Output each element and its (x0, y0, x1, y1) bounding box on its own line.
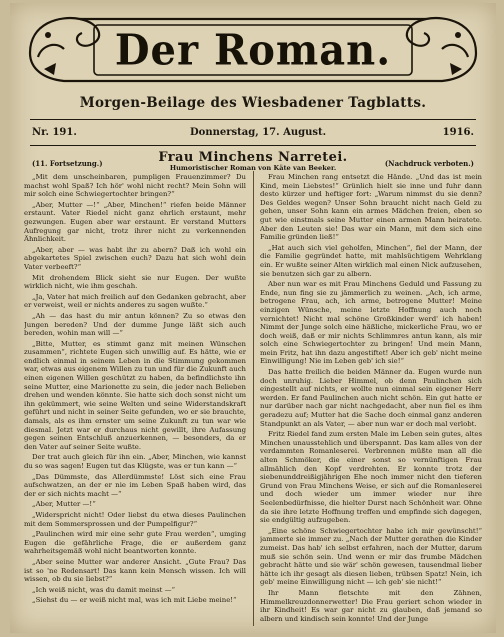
text-column-left (24, 173, 246, 631)
paragraph: Aber nun war es mit Frau Minchens Geduld und Fassung zu Ende, nun fing sie zu jämmerlich zu weinen. „Ach, ich arme, betrogene Frau, ach, ich arme, betrogene Mutter! Meine einzigen Wünsche, meine letzte Hoffnung auch noch vernichtet! Nicht mal schöne Großkinder werd' ich haben! Nimmt der Junge solch eine häßliche, mickerliche Frau, wo er doch weiß, daß er mir nichts Schlimmres antun kann, als mir solch eine Schwiegertochter zu bringen! Und mein Mann, mein Fritz, hat ihn dazu angestiftet! Aber ich geb' nicht meine Einwilligung! Nie im Leben geb' ich sie!“ (260, 280, 482, 366)
paragraph: „Bitte, Mutter, es stimmt ganz mit meinen Wünschen zusammen“, richtete Eugen sich unwillig auf. Es hätte, wie er endlich einmal in seinem Leben in die Stimmung gekommen war, etwas aus eigenem Willen zu tun und für die Zukunft auch einen eigenen Willen geschützt zu haben, da befindlichste ihn seine Mutter, eine Marionette zu sein, die jeder nach Belieben drehen und wenden könnte. Sie hatte sich doch sonst nicht um ihn gekümmert, wie seine Welten und seine Widerstandskraft geführt und nicht in seiner Seite gefunden, wo er sie brauchte, damals, als es ihm ernster um seine Zukunft zu tun war wie diesmal. Jetzt war er durchaus nicht gewillt, ihre Aufassung gegen seinen Entschluß anzuerkennen, — besonders, da er den Vater auf seiner Seite wußte. (24, 339, 246, 451)
paragraph: „Paulinchen wird mir eine sehr gute Frau werden“, umging Eugen die gefährliche Frage, die er außerdem ganz wahrheitsgemäß wohl nicht beantworten konnte. (24, 530, 246, 556)
paragraph: Ihr Mann fletschte mit den Zähnen, Himmelkreuzdonnerwetter! Die Frau geriert schon wieder in ihr Kindheit! Es war gar nicht zu glauben, daß jemand so albern und kindisch sein konnte! Und der Junge (260, 588, 482, 623)
paragraph: Frau Minchen rang entsetzt die Hände. „Und das ist mein Kind, mein Liebstes!“ Grünlich hielt sie inne und fuhr dann desto kürzer und heftiger fort: „Warum nimmst du sie denn? Des Geldes wegen? Unser Sohn braucht nicht nach Geld zu gehen, unser Sohn kann ein armes Mädchen freien, eben so gut wie einstmals seine Mutter einen armen Mann heiratete. Aber den Leuten sie! Das war ein Mann, mit dem sich eine Familie gründen ließ!“ (260, 173, 482, 242)
paragraph: „Das Dümmste, das Allerdümmste! Löst sich eine Frau aufschwatzen, an der er nie im Leben Spaß haben wird, das der er sich nichts macht —“ (24, 472, 246, 498)
masthead (20, 9, 486, 91)
issue-bar (32, 127, 474, 143)
paragraph: Das hatte freilich die beiden Männer da. Eugen wurde nun doch unruhig. Lieber Himmel, ob denn Paulinchen sich eingestellt auf nichts, er wollte nun einmal sein eigener Herr werden. Er fand Paulinchen auch nicht schön. Ein gut hatte er nur darüber nach gar nicht nachgedacht, aber nun fiel es ihm geradezu auf; Mutter hat die Sache doch einmal ganz anderen Standpunkt an als Vater, — aber nun war er doch mal verlobt. (260, 368, 482, 428)
paragraph: „Ah — das hast du mir antun können? Zu so etwas den Jungen bereden? Und der dumme Junge läßt sich auch bereden, wohin man will —“ (24, 311, 246, 338)
issue-date: Donnerstag, 17. August. (190, 127, 327, 138)
story-subtitle: Humoristischer Roman von Käte van Beeker. (169, 164, 337, 172)
paragraph: „Eine schöne Schwiegertochter habe ich mir gewünscht!“ jammerte sie immer zu. „Nach der Mutter gerathen die Kinder zumeist. Das hab' ich selbst erfahren, nach der Mutter, darum muß sie schön sein. Und wenn er mir das frumbe Mädchen gebracht hätte und sie wär' schön gewesen, tausendmal lieber hätte ich ihr gesagt als diesen lieben, trübsen Spatz! Nein, ich geb' meine Einwilligung nicht — ich geb' sie nicht!“ (260, 526, 482, 587)
paragraph: „Aber, aber — was habt ihr zu abern? Daß ich wohl ein abgekartetes Spiel zwischen euch? Dazu hat sich wohl dein Vater verbeeft?“ (24, 245, 246, 271)
paragraph: „Ja, Vater hat mich freilich auf den Gedanken gebracht, aber er verweist, weil er nichts anderes zu sagen wußte.“ (24, 292, 246, 310)
paragraph: Mit drohendem Blick sieht sie nur Eugen. Der wußte wirklich nicht, wie ihm geschah. (24, 273, 246, 291)
column-divider (253, 171, 254, 626)
paragraph: „Siehst du — er weiß nicht mal, was ich mit Liebe meine!“ (32, 596, 237, 605)
paragraph: „Mit dem unscheinbaren, pumpligen Frauenzimmer? Du machst wohl Spaß? Ich hör' wohl nicht recht? Mein Sohn will mir solch eine Schwiegertochter bringen?“ (24, 173, 246, 199)
publication-title: Der Roman. (114, 25, 392, 76)
issue-year: 1916. (442, 127, 474, 138)
paragraph: „Widerspricht nicht! Oder liebst du etwa dieses Paulinchen mit dem Sommersprossen und der Pumpelfigur?“ (24, 510, 246, 528)
paragraph: „Hat auch sich viel geholfen, Minchen“, fiel der Mann, der die Familie gegründet hatte, mit mahlsüchtigem Wehrklang ein. Er wußte seiner Alten wirklich mal einen Nick aufzusehen, sie benutzen sich gar zu albern. (260, 243, 482, 278)
publication-subtitle: Morgen-Beilage des Wiesbadener Tagblatts. (79, 95, 427, 111)
divider-line (30, 145, 476, 146)
installment-label: (11. Fortsetzung.) (32, 159, 103, 168)
text-column-right (260, 173, 482, 631)
paragraph: „Aber, Mutter —!“ „Aber, Minchen!“ riefen beide Männer erstaunt. Vater Riedel nicht ganz ehrlich erstaunt, mehr gezwungen. Eugen aber war erstaunt. Er verstand Mutters Aufregung gar nicht, trotz ihrer nicht zu verkennenden Ähnlichkeit. (24, 200, 246, 244)
newspaper-page (10, 3, 496, 633)
divider-line (30, 119, 476, 120)
paragraph: „Aber, Mutter —!“ (32, 500, 96, 509)
reprint-notice: (Nachdruck verboten.) (384, 159, 474, 168)
issue-number: Nr. 191. (32, 127, 77, 138)
paragraph: Der trat auch gleich für ihn ein. „Aber, Minchen, wie kannst du so was sagen! Eugen tut das Klügste, was er tun kann —“ (24, 453, 246, 470)
paragraph: „Aber seine Mutter war anderer Ansicht. „Gute Frau? Das ist so 'ne Redensart! Das kann kein Mensch wissen. Ich will wissen, ob du sie liebst?“ (24, 557, 246, 584)
paragraph: „Ich weiß nicht, was du damit meinst —“ (32, 585, 175, 594)
paragraph: Fritz Riedel fand zum ersten Male im Leben sein gutes, altes Minchen unausstehlich und überspannt. Das kam alles von der verdammten Romanleserei. Verbrennen müßte man all die alten Schmöker, die einer sonst so vernünftigen Frau allmählich den Kopf verdrehten. Er konnte trotz der siebenunddreißigjährigen Ehe noch immer nicht den tieferen Grund von Frau Minchens Weise, er sich auf die Romanleserei und doch wieder um immer wieder nur ihre Seelenbedürfnisse, die hielter Durst nach Schönheit war. Ohne da sie ihre letzte Hoffnung treffen und empfinde sich dagegen, sie endgültig aufzugeben. (260, 430, 482, 525)
story-title: Frau Minchens Narretei. (158, 150, 348, 165)
